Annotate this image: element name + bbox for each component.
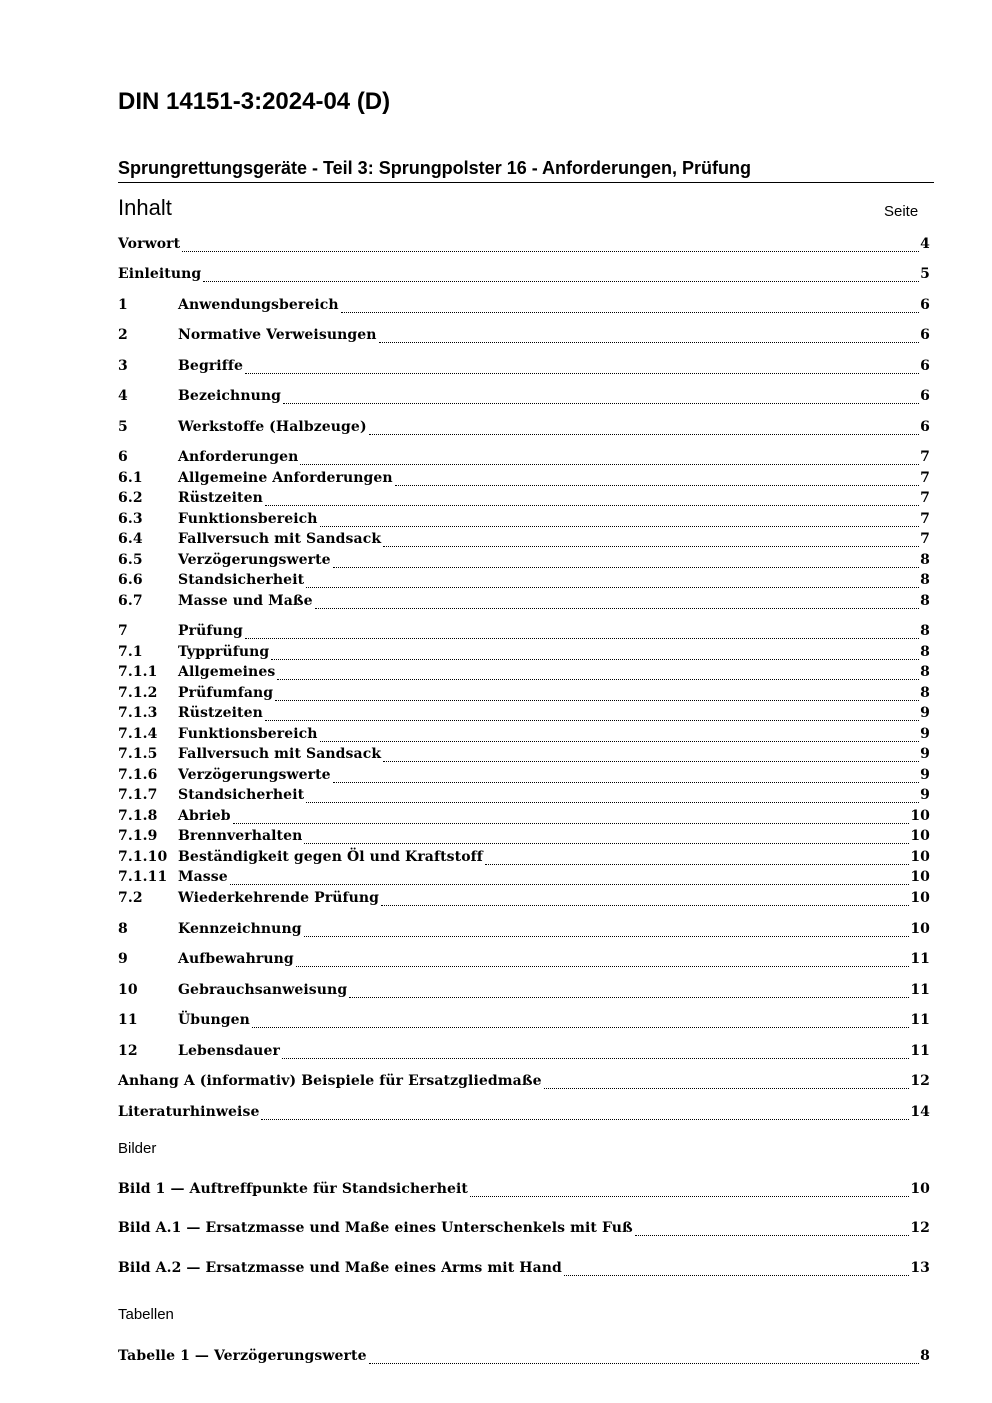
- toc-entry[interactable]: [118, 531, 930, 551]
- toc-entry-title: Normative Verweisungen: [178, 327, 377, 343]
- toc-entry-number: 7.1.6: [118, 767, 158, 783]
- toc-entry-title: Prüfung: [178, 623, 243, 639]
- toc-entry-page: 11: [910, 1012, 930, 1028]
- toc-entry[interactable]: [118, 1260, 930, 1280]
- toc-entry-title: Verzögerungswerte: [178, 767, 331, 783]
- toc-entry[interactable]: [118, 623, 930, 643]
- dot-leader: [369, 434, 919, 435]
- toc-entry[interactable]: [118, 951, 930, 971]
- toc-entry-number: 7.1.1: [118, 664, 158, 680]
- toc-entry-number: 4: [118, 388, 128, 404]
- toc-entry-number: 6.1: [118, 470, 143, 486]
- dot-leader: [230, 884, 910, 885]
- toc-entry-page: 10: [910, 890, 930, 906]
- toc-entry-number: 12: [118, 1043, 138, 1059]
- toc-entry-number: 7.1.4: [118, 726, 158, 742]
- toc-entry-title: Allgemeine Anforderungen: [178, 470, 393, 486]
- toc-entry-page: 9: [920, 787, 930, 803]
- toc-entry-title: Bild A.2 — Ersatzmasse und Maße eines Arms mit Hand: [118, 1260, 562, 1276]
- dot-leader: [383, 546, 919, 547]
- toc-entry-number: 8: [118, 921, 128, 937]
- toc-entry-title: Beständigkeit gegen Öl und Kraftstoff: [178, 849, 483, 865]
- toc-entry[interactable]: [118, 705, 930, 725]
- toc-entry-page: 6: [920, 388, 930, 404]
- toc-entry-number: 1: [118, 297, 128, 313]
- toc-entry-title: Wiederkehrende Prüfung: [178, 890, 380, 906]
- toc-entry-page: 11: [910, 982, 930, 998]
- toc-entry[interactable]: [118, 419, 930, 439]
- toc-entry-page: 8: [920, 623, 930, 639]
- toc-entry-page: 9: [920, 767, 930, 783]
- toc-entry[interactable]: [118, 1348, 930, 1368]
- toc-entry[interactable]: [118, 767, 930, 787]
- toc-entry-page: 12: [910, 1220, 930, 1236]
- toc-entry[interactable]: [118, 982, 930, 1002]
- toc-entry-page: 6: [920, 358, 930, 374]
- toc-entry-number: 7.1.9: [118, 828, 158, 844]
- toc-entry-page: 14: [910, 1104, 930, 1120]
- dot-leader: [233, 823, 910, 824]
- toc-entry-number: 7.2: [118, 890, 143, 906]
- dot-leader: [383, 761, 919, 762]
- toc-entry-page: 8: [920, 685, 930, 701]
- toc-entry-title: Bezeichnung: [178, 388, 282, 404]
- toc-entry-title: Werkstoffe (Halbzeuge): [178, 419, 367, 435]
- dot-leader: [485, 864, 909, 865]
- toc-entry-page: 13: [910, 1260, 930, 1276]
- dot-leader: [395, 485, 919, 486]
- toc-entry-number: 2: [118, 327, 128, 343]
- toc-entry-page: 12: [910, 1073, 930, 1089]
- dot-leader: [470, 1196, 909, 1197]
- dot-leader: [306, 802, 919, 803]
- dot-leader: [265, 505, 919, 506]
- toc-entry-number: 10: [118, 982, 138, 998]
- toc-entry[interactable]: [118, 511, 930, 531]
- toc-entry-page: 11: [910, 1043, 930, 1059]
- toc-entry-title: Prüfumfang: [178, 685, 274, 701]
- dot-leader: [203, 281, 919, 282]
- toc-entry-number: 5: [118, 419, 128, 435]
- toc-entry[interactable]: [118, 746, 930, 766]
- toc-entry-number: 6.6: [118, 572, 143, 588]
- document-title: DIN 14151-3:2024-04 (D): [118, 88, 391, 115]
- toc-entry[interactable]: [118, 1073, 930, 1093]
- toc-entry-number: 7.1.5: [118, 746, 158, 762]
- page-column-label: Seite: [884, 203, 919, 220]
- toc-entry-page: 10: [910, 849, 930, 865]
- toc-entry[interactable]: [118, 1104, 930, 1124]
- toc-entry-title: Anforderungen: [178, 449, 299, 465]
- toc-entry[interactable]: [118, 685, 930, 705]
- toc-entry[interactable]: [118, 572, 930, 592]
- toc-entry[interactable]: [118, 490, 930, 510]
- toc-heading: Inhalt: [118, 195, 172, 220]
- toc-entry-page: 10: [910, 921, 930, 937]
- toc-entry-title: Fallversuch mit Sandsack: [178, 531, 382, 547]
- dot-leader: [300, 464, 919, 465]
- dot-leader: [381, 905, 909, 906]
- toc-entry-number: 9: [118, 951, 128, 967]
- dot-leader: [245, 638, 919, 639]
- toc-entry[interactable]: [118, 470, 930, 490]
- toc-entry-page: 7: [920, 470, 930, 486]
- toc-entry-title: Aufbewahrung: [178, 951, 294, 967]
- toc-entry-title: Fallversuch mit Sandsack: [178, 746, 382, 762]
- toc-entry-page: 8: [920, 664, 930, 680]
- dot-leader: [277, 679, 919, 680]
- toc-entry-number: 7.1.10: [118, 849, 168, 865]
- toc-entry-number: 6.7: [118, 593, 143, 609]
- toc-entry-title: Rüstzeiten: [178, 490, 263, 506]
- toc-entry-title: Bild A.1 — Ersatzmasse und Maße eines Unterschenkels mit Fuß: [118, 1220, 633, 1236]
- toc-entry[interactable]: [118, 1043, 930, 1063]
- dot-leader: [349, 997, 909, 998]
- dot-leader: [320, 741, 920, 742]
- toc-entry[interactable]: [118, 388, 930, 408]
- toc-entry-number: 6: [118, 449, 128, 465]
- toc-entry-title: Allgemeines: [178, 664, 276, 680]
- dot-leader: [306, 587, 919, 588]
- toc-entry-page: 10: [910, 828, 930, 844]
- toc-entry-number: 7.1.8: [118, 808, 158, 824]
- dot-leader: [252, 1027, 909, 1028]
- dot-leader: [564, 1275, 909, 1276]
- toc-entry-page: 7: [920, 531, 930, 547]
- toc-entry[interactable]: [118, 644, 930, 664]
- toc-entry-title: Funktionsbereich: [178, 726, 318, 742]
- toc-entry[interactable]: [118, 1181, 930, 1201]
- toc-entry-page: 6: [920, 419, 930, 435]
- dot-leader: [379, 342, 920, 343]
- toc-entry-title: Masse und Maße: [178, 593, 313, 609]
- toc-entry-page: 5: [920, 266, 930, 282]
- toc-entry-page: 8: [920, 572, 930, 588]
- toc-entry[interactable]: [118, 266, 930, 286]
- toc-entry-page: 8: [920, 552, 930, 568]
- toc-entry-number: 6.2: [118, 490, 143, 506]
- toc-entry-page: 10: [910, 808, 930, 824]
- toc-entry-title: Literaturhinweise: [118, 1104, 260, 1120]
- toc-entry-title: Tabelle 1 — Verzögerungswerte: [118, 1348, 367, 1364]
- dot-leader: [341, 312, 919, 313]
- toc-entry-title: Einleitung: [118, 266, 202, 282]
- toc-entry-page: 10: [910, 869, 930, 885]
- toc-entry-title: Begriffe: [178, 358, 243, 374]
- dot-leader: [315, 608, 920, 609]
- toc-entry-title: Funktionsbereich: [178, 511, 318, 527]
- dot-leader: [182, 251, 919, 252]
- toc-entry-title: Typprüfung: [178, 644, 270, 660]
- toc-entry[interactable]: [118, 1220, 930, 1240]
- toc-entry-number: 7: [118, 623, 128, 639]
- toc-entry-title: Übungen: [178, 1012, 250, 1028]
- toc-entry-number: 7.1: [118, 644, 143, 660]
- toc-entry-page: 8: [920, 644, 930, 660]
- toc-entry-title: Brennverhalten: [178, 828, 303, 844]
- toc-entry-title: Masse: [178, 869, 228, 885]
- title-rule: [118, 182, 934, 183]
- dot-leader: [296, 966, 910, 967]
- toc-entry[interactable]: [118, 787, 930, 807]
- toc-entry-page: 4: [920, 236, 930, 252]
- toc-entry[interactable]: [118, 552, 930, 572]
- toc-entry-page: 10: [910, 1181, 930, 1197]
- dot-leader: [245, 373, 919, 374]
- toc-entry[interactable]: [118, 327, 930, 347]
- dot-leader: [333, 782, 919, 783]
- toc-entry-title: Lebensdauer: [178, 1043, 280, 1059]
- toc-entry[interactable]: [118, 869, 930, 889]
- figures-heading: Bilder: [118, 1140, 157, 1157]
- dot-leader: [333, 567, 919, 568]
- toc-entry-title: Abrieb: [178, 808, 231, 824]
- toc-entry-number: 11: [118, 1012, 138, 1028]
- toc-entry-page: 7: [920, 449, 930, 465]
- toc-entry[interactable]: [118, 358, 930, 378]
- toc-entry[interactable]: [118, 664, 930, 684]
- toc-entry[interactable]: [118, 890, 930, 910]
- toc-entry[interactable]: [118, 921, 930, 941]
- toc-entry-number: 6.3: [118, 511, 143, 527]
- toc-entry-title: Bild 1 — Auftreffpunkte für Standsicherheit: [118, 1181, 468, 1197]
- dot-leader: [261, 1119, 909, 1120]
- toc-entry-number: 7.1.2: [118, 685, 158, 701]
- dot-leader: [304, 936, 910, 937]
- toc-entry[interactable]: [118, 849, 930, 869]
- toc-entry-number: 3: [118, 358, 128, 374]
- tables-heading: Tabellen: [118, 1306, 174, 1323]
- dot-leader: [275, 700, 919, 701]
- toc-entry[interactable]: [118, 1012, 930, 1032]
- dot-leader: [369, 1363, 920, 1364]
- toc-entry[interactable]: [118, 808, 930, 828]
- toc-entry-page: 7: [920, 490, 930, 506]
- toc-entry-title: Rüstzeiten: [178, 705, 263, 721]
- toc-entry-title: Anwendungsbereich: [178, 297, 339, 313]
- dot-leader: [544, 1088, 910, 1089]
- dot-leader: [320, 526, 920, 527]
- toc-entry-page: 9: [920, 746, 930, 762]
- toc-entry-page: 9: [920, 726, 930, 742]
- toc-entry-number: 6.4: [118, 531, 143, 547]
- toc-entry-title: Gebrauchsanweisung: [178, 982, 348, 998]
- toc-entry-page: 11: [910, 951, 930, 967]
- dot-leader: [282, 1058, 909, 1059]
- toc-entry-page: 8: [920, 593, 930, 609]
- toc-entry-title: Standsicherheit: [178, 572, 305, 588]
- dot-leader: [265, 720, 919, 721]
- toc-entry-title: Anhang A (informativ) Beispiele für Ersatzgliedmaße: [118, 1073, 542, 1089]
- toc-entry-page: 6: [920, 327, 930, 343]
- toc-entry-title: Verzögerungswerte: [178, 552, 331, 568]
- toc-entry-number: 7.1.3: [118, 705, 158, 721]
- toc-entry-number: 7.1.7: [118, 787, 158, 803]
- toc-entry-page: 8: [920, 1348, 930, 1364]
- toc-entry[interactable]: [118, 726, 930, 746]
- toc-entry[interactable]: [118, 593, 930, 613]
- toc-entry[interactable]: [118, 828, 930, 848]
- document-subtitle: Sprungrettungsgeräte - Teil 3: Sprungpolster 16 - Anforderungen, Prüfung: [118, 158, 752, 178]
- toc-entry[interactable]: [118, 236, 930, 256]
- toc-entry-number: 7.1.11: [118, 869, 168, 885]
- dot-leader: [635, 1235, 910, 1236]
- dot-leader: [283, 403, 919, 404]
- toc-entry[interactable]: [118, 297, 930, 317]
- dot-leader: [271, 659, 919, 660]
- toc-entry-page: 6: [920, 297, 930, 313]
- toc-entry-title: Kennzeichnung: [178, 921, 302, 937]
- dot-leader: [304, 843, 909, 844]
- toc-entry-page: 7: [920, 511, 930, 527]
- toc-entry-title: Vorwort: [118, 236, 181, 252]
- toc-entry-number: 6.5: [118, 552, 143, 568]
- toc-entry-title: Standsicherheit: [178, 787, 305, 803]
- toc-entry-page: 9: [920, 705, 930, 721]
- toc-entry[interactable]: [118, 449, 930, 469]
